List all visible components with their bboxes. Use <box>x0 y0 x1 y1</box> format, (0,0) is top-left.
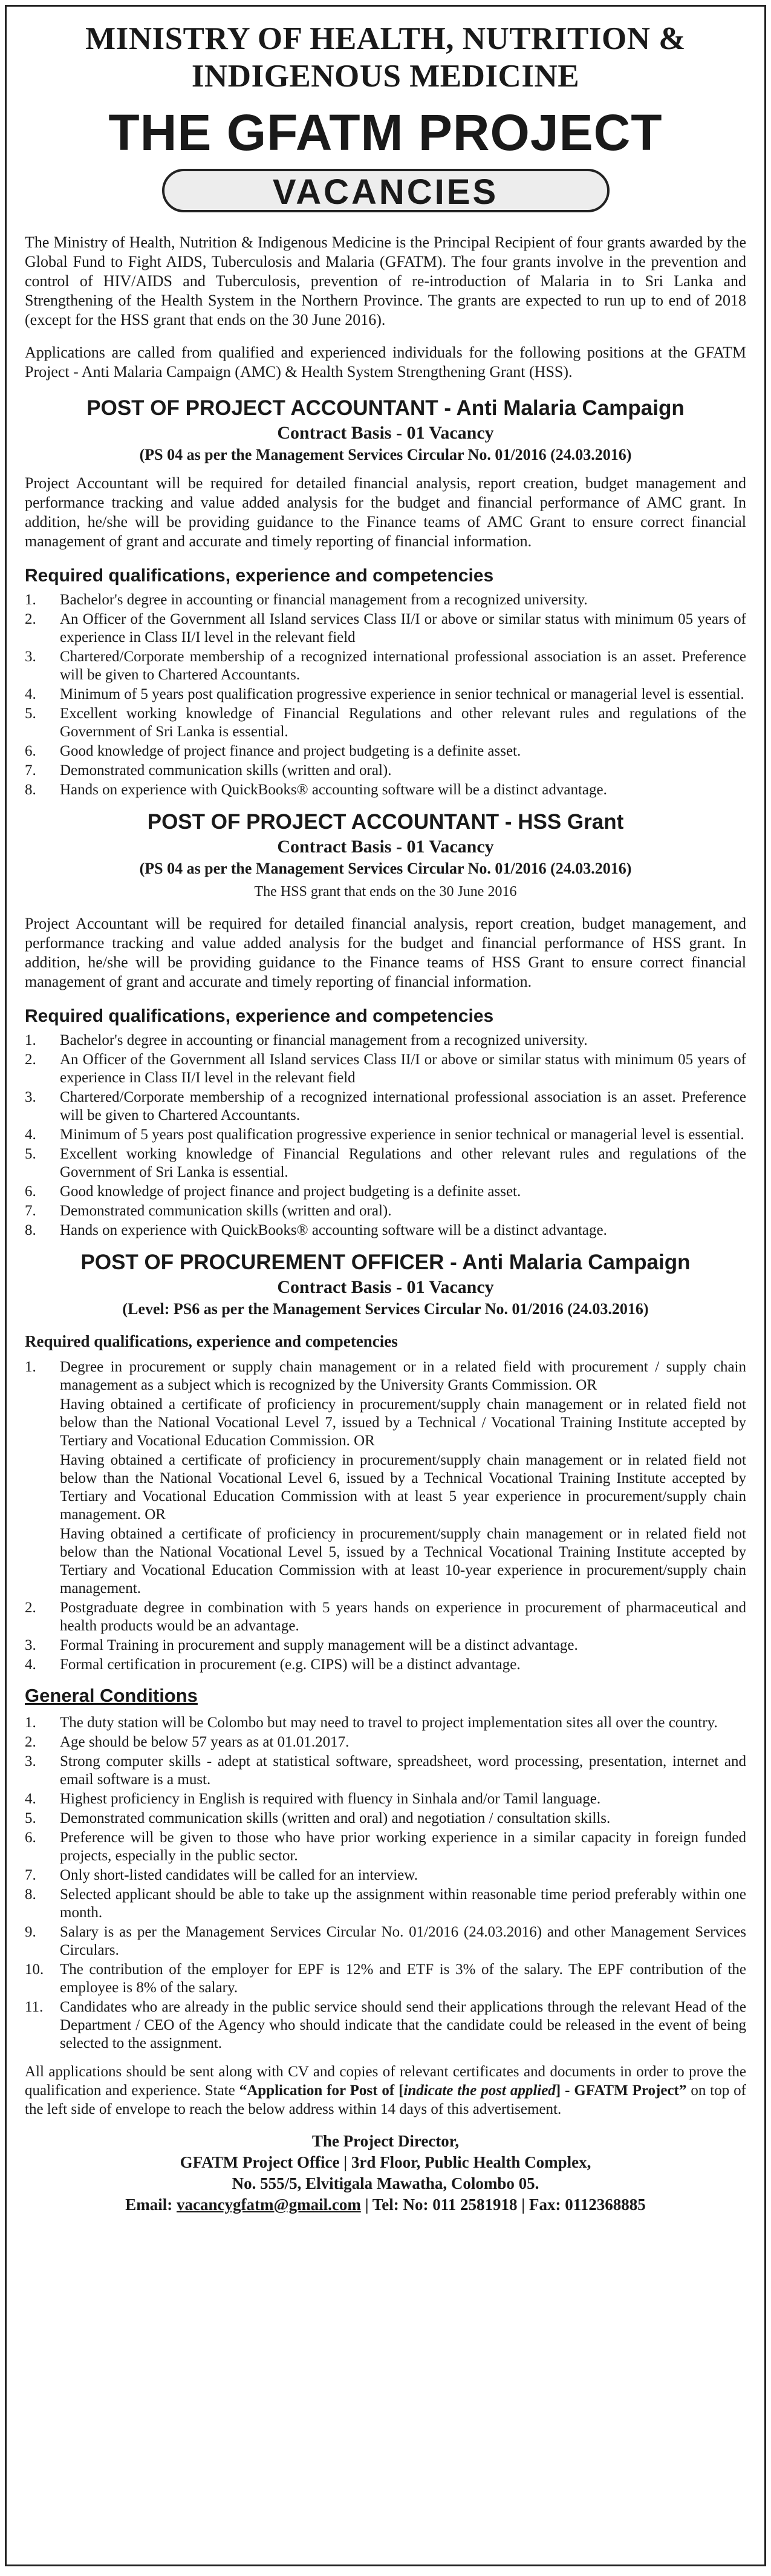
contact-address <box>25 2131 746 2215</box>
list-item: 4. Highest proficiency in English is required with fluency in Sinhala and/or Tamil language. <box>25 1791 601 1807</box>
list-item: 5. Excellent working knowledge of Financial Regulations and other relevant rules and regulations of the Government of Sri Lanka is essential. <box>25 1146 746 1180</box>
closing-paragraph: All applications should be sent along with CV and copies of relevant certificates and documents in order to prove the qualification and experience. State “Application for Post of [indicate the post applied] - GFATM Project” on top of the left side of envelope to reach the below address within 14 days of this advertisement. <box>25 2064 746 2117</box>
list-item: 2. Age should be below 57 years as at 01.01.2017. <box>25 1734 350 1750</box>
list-item: 3. Chartered/Corporate membership of a recognized international professional association is an asset. Preference will be given to Chartered Accountants. <box>25 649 746 683</box>
post-title: POST OF PROJECT ACCOUNTANT - HSS Grant <box>147 810 624 834</box>
requirements-heading: Required qualifications, experience and competencies <box>25 566 494 586</box>
ministry-name-line2: INDIGENOUS MEDICINE <box>191 59 580 94</box>
requirements-list <box>25 591 746 799</box>
list-item: Having obtained a certificate of proficiency in procurement/supply chain management or in related field not below than the National Vocational Level 6, issued by a Technical Vocational Training Institute accepted by Tertiary and Vocational Education Commission with at least 5 year experience in procurement/supply chain management. OR <box>60 1452 746 1523</box>
list-item: 3. Formal Training in procurement and supply management will be a distinct advantage. <box>25 1637 578 1653</box>
post-project-accountant-hss <box>25 809 746 1240</box>
list-item: 1. Degree in procurement or supply chain management or in a related field with procurement / supply chain management as a subject which is recognized by the University Grants Commission. OR <box>25 1359 746 1393</box>
list-item: Having obtained a certificate of proficiency in procurement/supply chain management or in related field not below than the National Vocational Level 5, issued by a Technical Vocational Training Institute accepted by Tertiary and Vocational Education Commission with at least 10-year experience in procurement/supply chain management. <box>60 1526 746 1597</box>
list-item: 10. The contribution of the employer for EPF is 12% and ETF is 3% of the salary. The EPF contribution of the employee is 8% of the salary. <box>25 1961 746 1996</box>
ps-level: (Level: PS6 as per the Management Services Circular No. 01/2016 (24.03.2016) <box>122 1300 649 1318</box>
conditions-list <box>25 1714 746 2053</box>
list-item: 5. Demonstrated communication skills (written and oral) and negotiation / consultation skills. <box>25 1810 611 1826</box>
list-item: 4. Minimum of 5 years post qualification progressive experience in senior technical or managerial level is essential. <box>25 1126 744 1143</box>
list-item: 8. Hands on experience with QuickBooks® accounting software will be a distinct advantage. <box>25 782 607 798</box>
ministry-name-line1: MINISTRY OF HEALTH, NUTRITION & <box>85 21 686 56</box>
applications-paragraph: Applications are called from qualified and experienced individuals for the following positions at the GFATM Project - Anti Malaria Campaign (AMC) & Health System Strengthening Grant (HSS). <box>25 344 746 381</box>
list-item: 3. Strong computer skills - adept at statistical software, spreadsheet, word processing, presentation, internet and email software is a must. <box>25 1753 746 1788</box>
advertisement-page <box>5 5 766 2566</box>
street-address: No. 555/5, Elvitigala Mawatha, Colombo 05. <box>232 2174 539 2192</box>
list-item: 8. Selected applicant should be able to take up the assignment within reasonable time period preferably within one month. <box>25 1886 746 1921</box>
hss-end-note: The HSS grant that ends on the 30 June 2016 <box>254 884 517 900</box>
general-conditions <box>25 1684 746 2053</box>
contract-basis: Contract Basis - 01 Vacancy <box>277 423 494 443</box>
email-link[interactable]: vacancygfatm@gmail.com <box>177 2195 361 2214</box>
post-description: Project Accountant will be required for detailed financial analysis, report creation, budget management, and performance tracking and value added analysis for the budget and financial performance of HSS grant. In addition, he/she will be providing guidance to the Finance teams of HSS Grant to ensure correct financial management of grant and accurate and timely reporting of financial information. <box>25 915 746 990</box>
ps-level: (PS 04 as per the Management Services Circular No. 01/2016 (24.03.2016) <box>139 860 632 877</box>
list-item: 8. Hands on experience with QuickBooks® accounting software will be a distinct advantage. <box>25 1222 607 1238</box>
list-item: 4. Minimum of 5 years post qualification progressive experience in senior technical or managerial level is essential. <box>25 686 744 702</box>
post-description: Project Accountant will be required for detailed financial analysis, report creation, budget management and performance tracking and value added analysis for the budget and financial performance of AMC grant. In addition, he/she will be providing guidance to the Finance teams of AMC Grant to ensure correct financial management of grant and accurate and timely reporting of financial information. <box>25 474 746 550</box>
ps-level: (PS 04 as per the Management Services Circular No. 01/2016 (24.03.2016) <box>139 446 632 463</box>
vacancies-banner <box>25 169 746 212</box>
contract-basis: Contract Basis - 01 Vacancy <box>277 1277 494 1297</box>
list-item: 6. Preference will be given to those who have prior working experience in a similar capacity in foreign funded projects, especially in the public sector. <box>25 1829 746 1864</box>
requirements-heading: Required qualifications, experience and competencies <box>25 1332 398 1350</box>
requirements-list <box>25 1031 746 1240</box>
list-item: 2. An Officer of the Government all Island services Class II/I or above or similar status with minimum 05 years of experience in Class II/I level in the relevant field <box>25 611 746 646</box>
phone-fax: | Tel: No: 011 2581918 | Fax: 0112368885 <box>360 2195 646 2214</box>
office-address: GFATM Project Office | 3rd Floor, Public Health Complex, <box>180 2153 591 2171</box>
contact-line: Email: vacancygfatm@gmail.com | Tel: No: 011 2581918 | Fax: 0112368885 <box>125 2195 646 2214</box>
list-item: 3. Chartered/Corporate membership of a recognized international professional association is an asset. Preference will be given to Chartered Accountants. <box>25 1089 746 1123</box>
post-procurement-officer-amc <box>25 1249 746 1674</box>
list-item: 7. Demonstrated communication skills (written and oral). <box>25 762 392 779</box>
general-conditions-heading: General Conditions <box>25 1685 198 1706</box>
list-item: 6. Good knowledge of project finance and project budgeting is a definite asset. <box>25 1183 521 1200</box>
list-item: 2. An Officer of the Government all Island services Class II/I or above or similar status with minimum 05 years of experience in Class II/I level in the relevant field <box>25 1051 746 1086</box>
vacancies-label: VACANCIES <box>162 169 610 212</box>
list-item: 6. Good knowledge of project finance and project budgeting is a definite asset. <box>25 743 521 759</box>
post-project-accountant-amc <box>25 395 746 799</box>
contract-basis: Contract Basis - 01 Vacancy <box>277 837 494 857</box>
requirements-list <box>25 1358 746 1674</box>
list-item: 4. Formal certification in procurement (e.g. CIPS) will be a distinct advantage. <box>25 1656 521 1673</box>
post-title: POST OF PROJECT ACCOUNTANT - Anti Malaria Campaign <box>86 396 685 420</box>
list-item: 1. Bachelor's degree in accounting or financial management from a recognized university. <box>25 1032 588 1048</box>
addressee: The Project Director, <box>311 2132 460 2150</box>
list-item: 5. Excellent working knowledge of Financial Regulations and other relevant rules and regulations of the Government of Sri Lanka is essential. <box>25 705 746 740</box>
list-item: 9. Salary is as per the Management Services Circular No. 01/2016 (24.03.2016) and other Management Services Circulars. <box>25 1924 746 1958</box>
project-title: THE GFATM PROJECT <box>108 104 663 161</box>
list-item: 11. Candidates who are already in the public service should send their applications through the relevant Head of the Department / CEO of the Agency who should indicate that the candidate could be released in the event of being selected to the assignment. <box>25 1999 746 2051</box>
post-title: POST OF PROCUREMENT OFFICER - Anti Malaria Campaign <box>80 1250 691 1274</box>
list-item: 7. Demonstrated communication skills (written and oral). <box>25 1203 392 1219</box>
list-item: Having obtained a certificate of proficiency in procurement/supply chain management or in related field not below than the National Vocational Level 7, issued by a Technical / Vocational Training Institute accepted by Tertiary and Vocational Education Commission. OR <box>60 1396 746 1449</box>
list-item: 7. Only short-listed candidates will be called for an interview. <box>25 1867 418 1883</box>
list-item: 2. Postgraduate degree in combination with 5 years hands on experience in procurement of pharmaceutical and health products would be an advantage. <box>25 1600 746 1634</box>
list-item: 1. Bachelor's degree in accounting or financial management from a recognized university. <box>25 592 588 608</box>
intro-paragraph: The Ministry of Health, Nutrition & Indigenous Medicine is the Principal Recipient of four grants awarded by the Global Fund to Fight AIDS, Tuberculosis and Malaria (GFATM). The four grants involve in the prevention and control of HIV/AIDS and Tuberculosis, prevention of re-introduction of Malaria in to Sri Lanka and Strengthening of the Health System in the Northern Province. The grants are expected to run up to end of 2018 (except for the HSS grant that ends on the 30 June 2016). <box>25 234 746 329</box>
requirements-heading: Required qualifications, experience and competencies <box>25 1006 494 1026</box>
list-item: 1. The duty station will be Colombo but may need to travel to project implementation sites all over the country. <box>25 1715 718 1731</box>
